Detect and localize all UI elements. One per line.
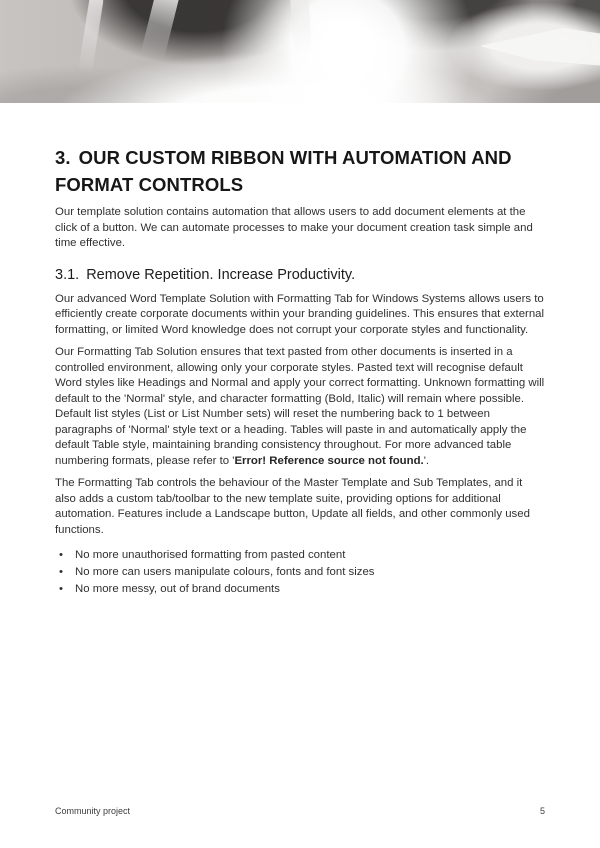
list-item: • No more can users manipulate colours, fonts and font sizes [55,564,545,581]
body-paragraph-2 [55,345,545,469]
subsection-heading-number: 3.1. [55,266,80,283]
body-paragraph-2-text: Our Formatting Tab Solution ensures that text pasted from other documents is inserted in a controlled environment, allowing only your corporate styles. Pasted text will recognise default Word styles like Headings and Normal and apply your correct formatting. Unknown formatting will default to the 'Normal' style, and character formatting (Bold, Italic) will remain where possible. Default list styles (List or List Number sets) will reset the numbering back to 1 between paragraphs of 'Normal' style text or a heading. Tables will paste in and automatically apply the default Table style, maintaining branding consistency throughout. For more advanced table numbering formats, please refer to ' [55,346,545,467]
intro-paragraph: Our template solution contains automation that allows users to add document elements at the click of a button. We can automate processes to make your document creation task simple and time effective. [55,206,533,249]
photo-light-streak [290,0,312,53]
body-paragraph-2-tail: '. [423,454,430,467]
page-footer [55,806,545,816]
list-item: • No more messy, out of brand documents [55,581,545,598]
document-content [55,103,545,598]
section-heading-text: OUR CUSTOM RIBBON WITH AUTOMATION AND FORMAT CONTROLS [55,147,512,195]
body-paragraph-1: Our advanced Word Template Solution with Formatting Tab for Windows Systems allows users to efficiently create corporate documents within your branding guidelines. This ensures that external formatting, or limited Word knowledge does not corrupt your corporate styles and functionality. [55,292,545,336]
section-heading [55,144,545,198]
subsection-heading-text: Remove Repetition. Increase Productivity. [86,266,356,283]
body-paragraph-3: The Formatting Tab controls the behaviour of the Master Template and Sub Templates, and it also adds a custom tab/toolbar to the new template suite, providing options for additional automation. Features include a Landscape button, Update all fields, and other commonly used functions. [55,477,530,536]
error-reference-text: Error! Reference source not found. [234,454,424,467]
feature-bullet-list [55,547,545,598]
page-number: 5 [539,806,545,816]
footer-project-label: Community project [55,806,131,816]
section-heading-number: 3. [55,147,71,168]
photo-light-streak [78,0,104,75]
photo-light-streak [140,0,179,60]
list-item: • No more unauthorised formatting from pasted content [55,547,545,564]
subsection-heading [55,265,545,285]
header-photo [0,0,600,103]
photo-light-wedge [480,28,600,68]
